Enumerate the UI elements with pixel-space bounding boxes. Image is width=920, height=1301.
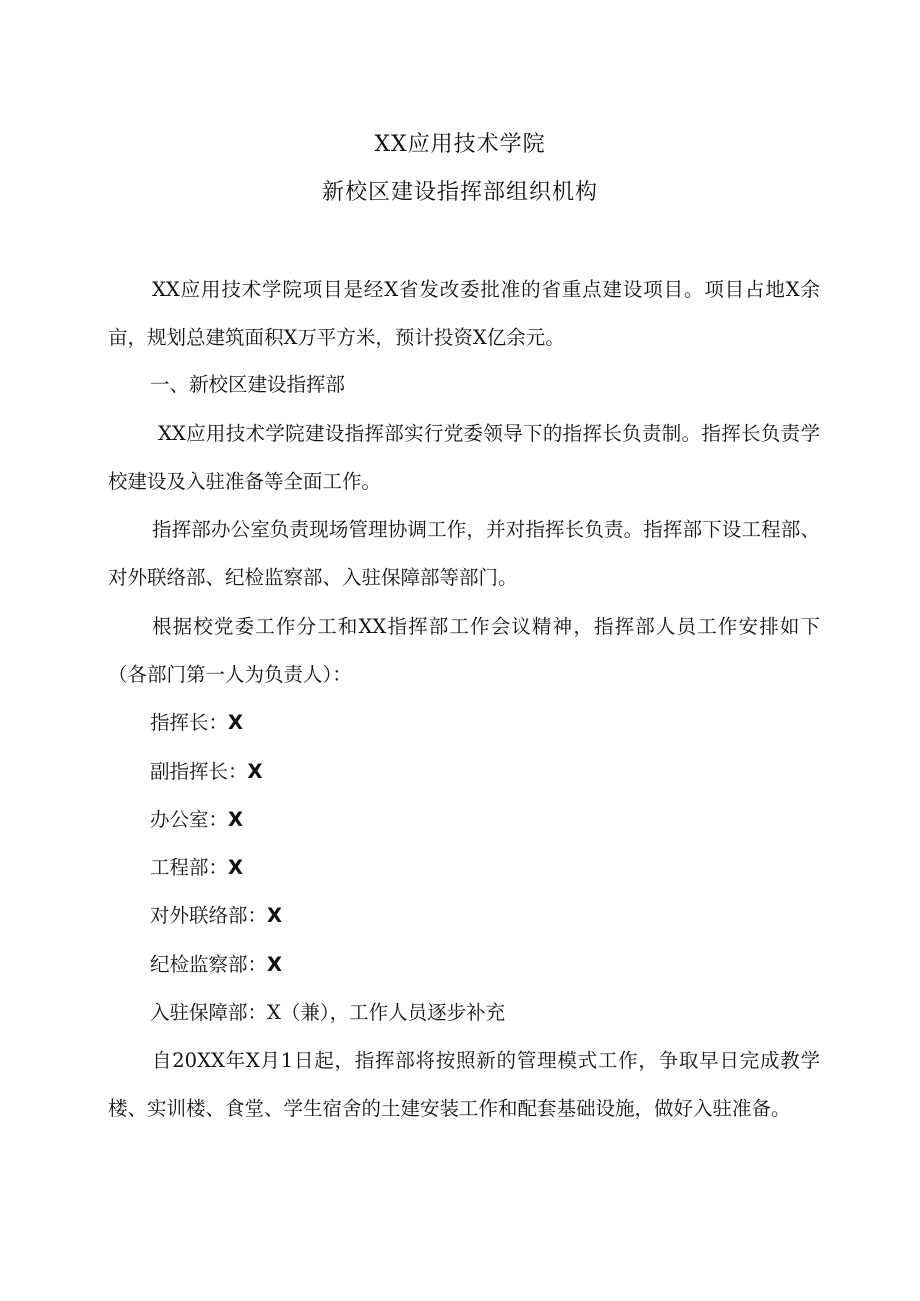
- role-value: X（兼），工作人员逐步补充: [267, 1001, 506, 1024]
- role-commander: [150, 708, 243, 738]
- role-value: X: [228, 856, 244, 879]
- role-discipline-inspection: [150, 950, 282, 980]
- document-title-line1: XX应用技术学院: [374, 132, 546, 157]
- role-value: X: [267, 953, 283, 976]
- role-external-liaison: [150, 901, 282, 931]
- role-engineering: [150, 853, 243, 883]
- paragraph-office: 指挥部办公室负责现场管理协调工作，并对指挥长负责。指挥部下设工程部、对外联络部、纪检监察部、入驻保障部等部门。: [108, 518, 820, 589]
- closing-paragraph: 自20XX年X月1日起，指挥部将按照新的管理模式工作，争取早日完成教学楼、实训楼、食堂、学生宿舍的土建安装工作和配套基础设施，做好入驻准备。: [108, 1049, 820, 1120]
- intro-paragraph: XX应用技术学院项目是经X省发改委批准的省重点建设项目。项目占地X余亩，规划总建筑面积X万平方米，预计投资X亿余元。: [108, 278, 820, 349]
- role-label: 对外联络部：: [150, 904, 268, 927]
- role-office: [150, 805, 243, 835]
- document-title-line2: 新校区建设指挥部组织机构: [321, 180, 598, 205]
- paragraph-responsibility: XX应用技术学院建设指挥部实行党委领导下的指挥长负责制。指挥长负责学校建设及入驻准备等全面工作。: [108, 422, 820, 493]
- role-label: 办公室：: [150, 808, 229, 831]
- role-label: 纪检监察部：: [150, 953, 268, 976]
- role-value: X: [228, 808, 244, 831]
- role-label: 入驻保障部：: [150, 1001, 268, 1024]
- role-deputy-commander: [150, 757, 263, 787]
- role-settlement-support: [150, 998, 505, 1028]
- role-label: 工程部：: [150, 856, 229, 879]
- role-value: X: [247, 760, 263, 783]
- section-heading: 一、新校区建设指挥部: [150, 373, 346, 396]
- role-value: X: [267, 904, 283, 927]
- role-label: 副指挥长：: [150, 760, 248, 783]
- role-value: X: [228, 711, 244, 734]
- role-label: 指挥长：: [150, 711, 229, 734]
- paragraph-arrangement: 根据校党委工作分工和XX指挥部工作会议精神，指挥部人员工作安排如下（各部门第一人为负责人）：: [108, 615, 820, 686]
